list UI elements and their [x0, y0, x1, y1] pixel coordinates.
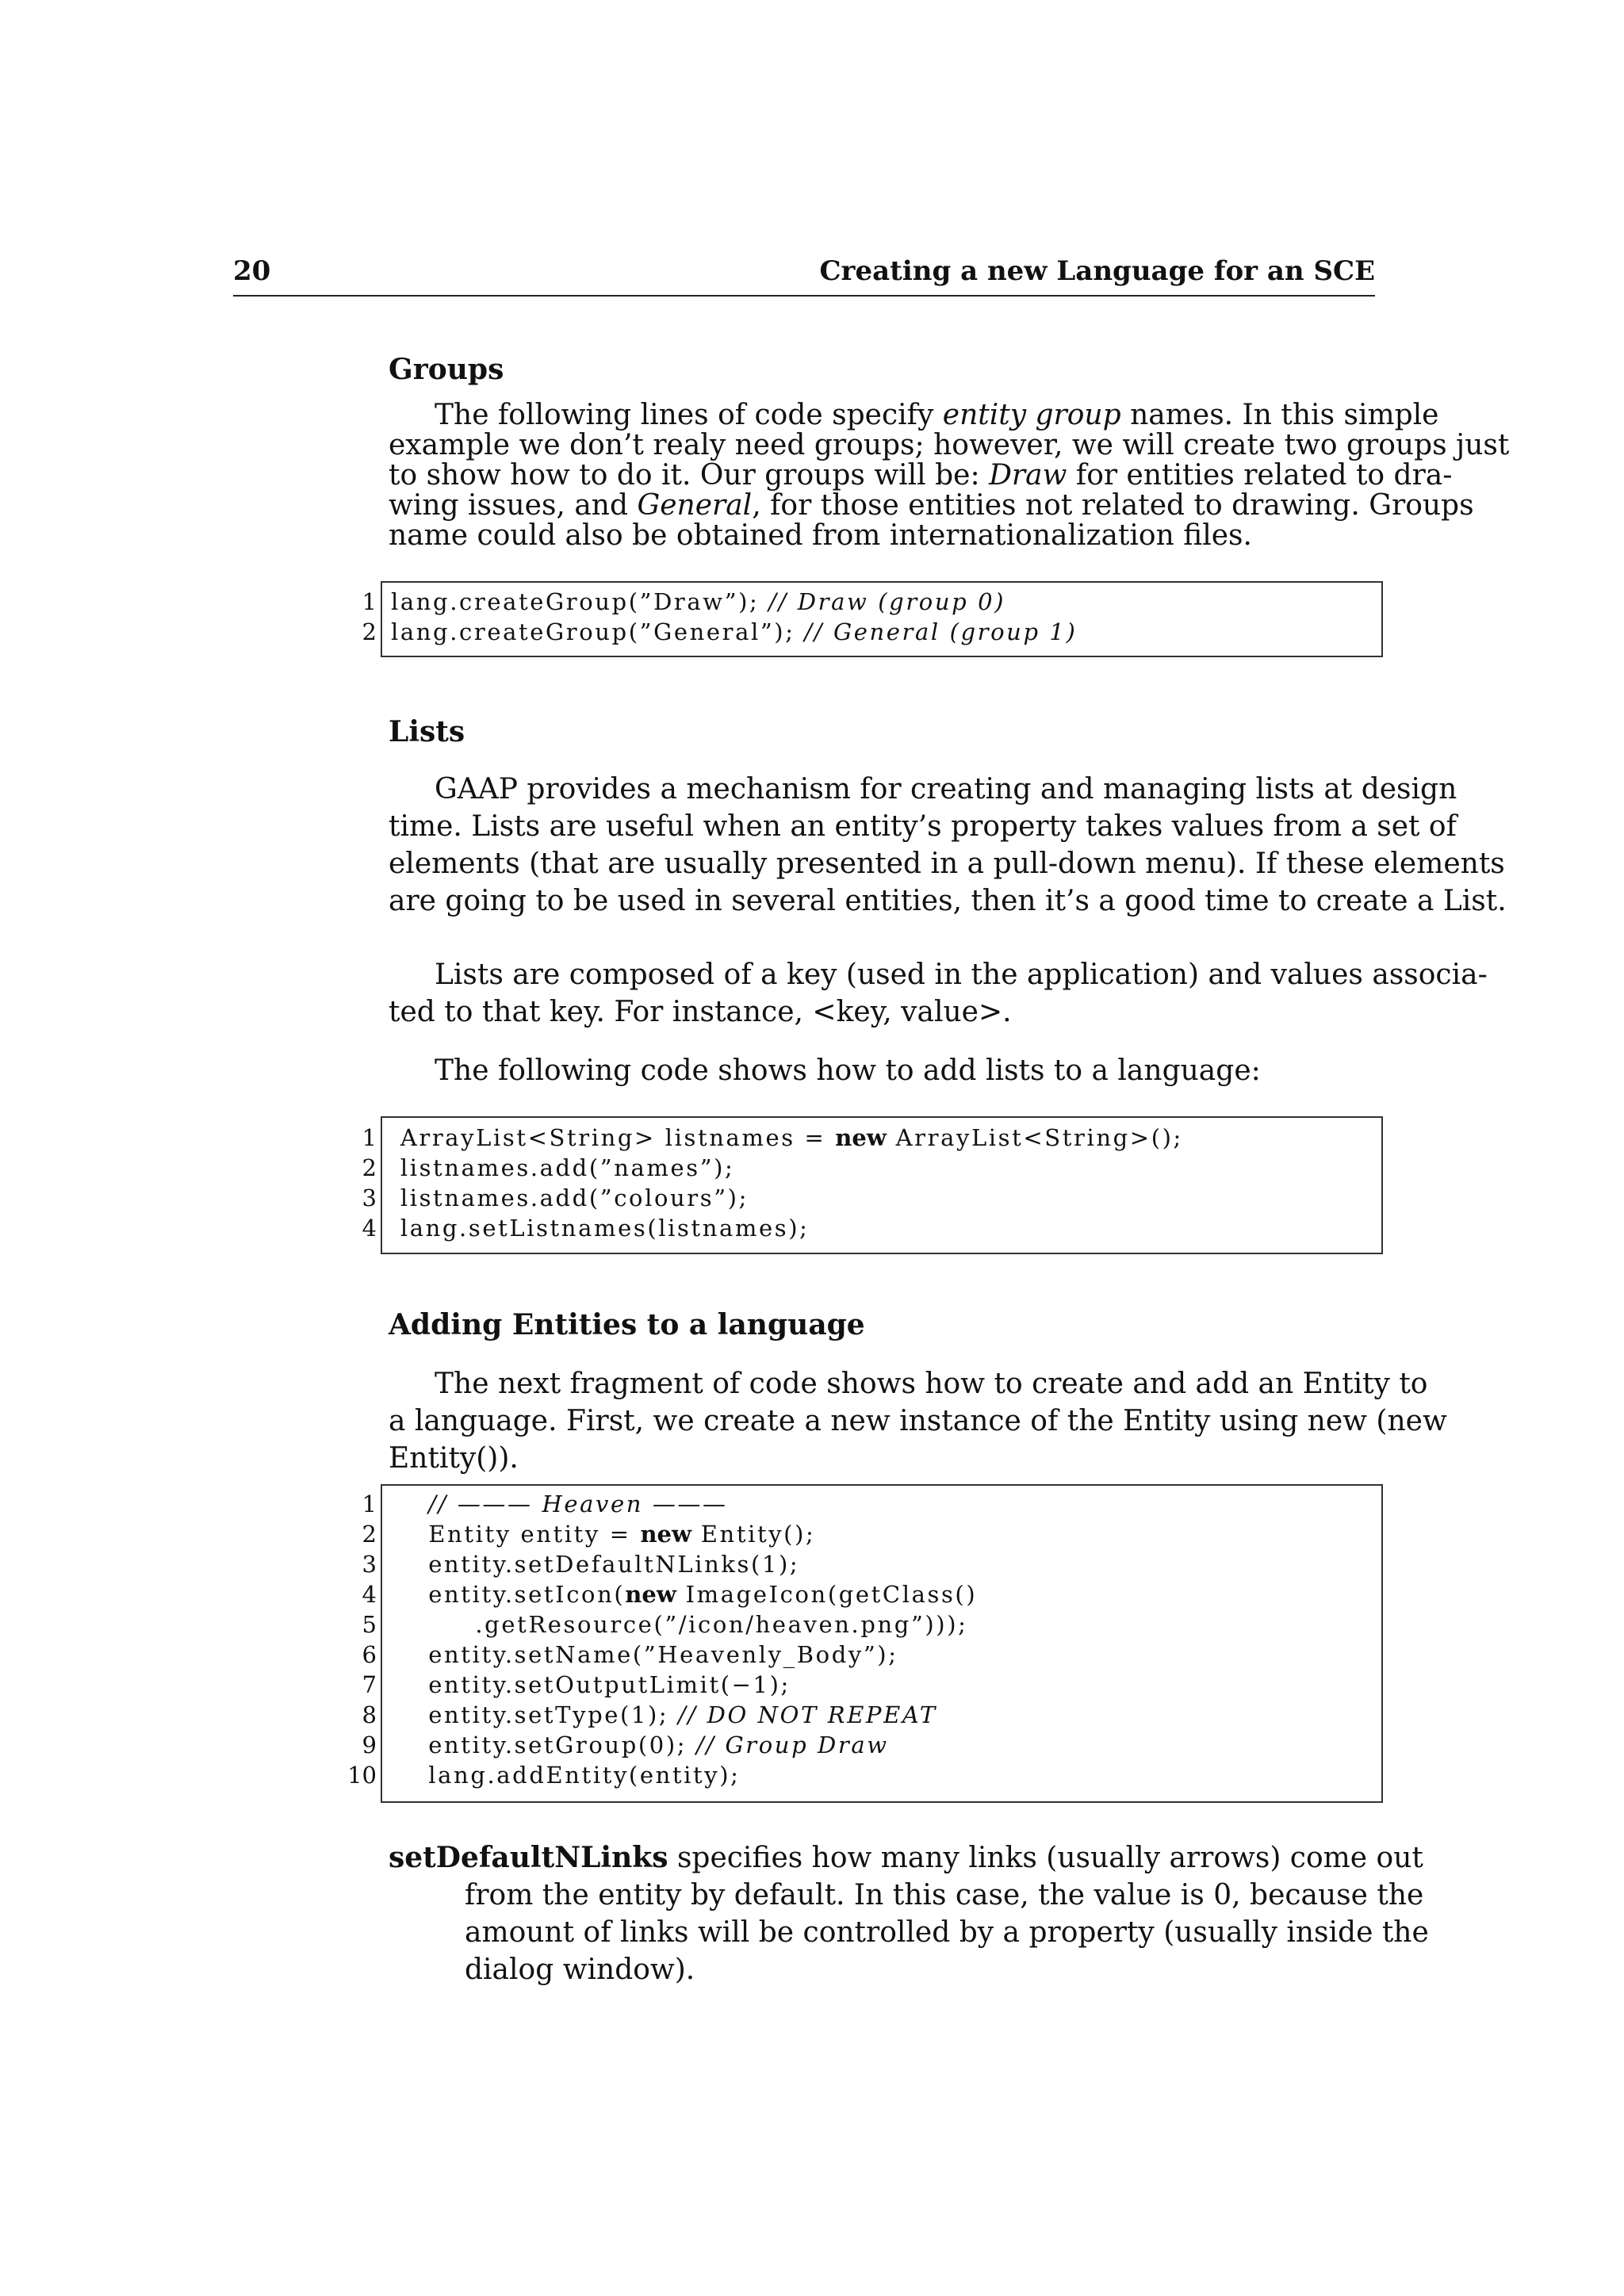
- code-comment: // General (group 1): [804, 618, 1078, 645]
- code-comment: // DO NOT REPEAT: [678, 1701, 937, 1728]
- text-line: to show how to do it. Our groups will be: Draw for entities related to dra-: [389, 459, 1453, 492]
- line-number: 3: [362, 1551, 377, 1578]
- code-comment: // Group Draw: [695, 1732, 889, 1758]
- line-number: 5: [362, 1611, 377, 1638]
- code-line: entity.setGroup(0); // Group Draw: [391, 1732, 889, 1758]
- text-line: The following lines of code specify entity group names. In this simple: [435, 399, 1439, 431]
- text-line: wing issues, and General, for those entities not related to drawing. Groups: [389, 489, 1474, 522]
- definition-item: [389, 1839, 1429, 1988]
- emphasis: General: [637, 489, 753, 522]
- code-keyword: new: [640, 1521, 691, 1548]
- text-line: Entity()).: [389, 1442, 519, 1475]
- definition-line: from the entity by default. In this case, the value is 0, because the: [465, 1879, 1424, 1911]
- text-line: ted to that key. For instance, <key, value>.: [389, 996, 1012, 1028]
- text-line: a language. First, we create a new instance of the Entity using new (new: [389, 1405, 1447, 1437]
- definition-term: setDefaultNLinks: [389, 1841, 668, 1874]
- line-number: 1: [362, 1124, 377, 1151]
- code-line: listnames.add(”names”);: [391, 1154, 735, 1181]
- line-number: 2: [362, 1521, 377, 1548]
- line-number: 6: [362, 1641, 377, 1668]
- code-line: entity.setOutputLimit(−1);: [391, 1671, 791, 1698]
- code-line: lang.setListnames(listnames);: [391, 1215, 810, 1242]
- lists-paragraph-3: [389, 1052, 1377, 1089]
- line-number: 2: [362, 618, 377, 645]
- line-number: 4: [362, 1581, 377, 1608]
- running-header: [233, 255, 1375, 297]
- text-line: time. Lists are useful when an entity’s property takes values from a set of: [389, 810, 1457, 843]
- lists-paragraph-1: [389, 771, 1507, 920]
- code-line: entity.setIcon(new ImageIcon(getClass(): [391, 1581, 978, 1608]
- page-number: 20: [233, 255, 271, 287]
- code-keyword: new: [835, 1124, 887, 1151]
- text-line: The next fragment of code shows how to create and add an Entity to: [435, 1368, 1428, 1400]
- code-line: entity.setDefaultNLinks(1);: [391, 1551, 800, 1578]
- line-number: 7: [362, 1671, 377, 1698]
- code-comment: // ——— Heaven ———: [391, 1490, 728, 1517]
- code-line: lang.createGroup(”Draw”); // Draw (group 0): [391, 588, 1006, 615]
- text-line: elements (that are usually presented in a pull-down menu). If these elements: [389, 848, 1505, 880]
- running-title: Creating a new Language for an SCE: [819, 255, 1375, 287]
- code-line: lang.addEntity(entity);: [391, 1762, 741, 1789]
- line-number: 2: [362, 1154, 377, 1181]
- code-comment: // Draw (group 0): [768, 588, 1006, 615]
- lists-paragraph-2: [389, 956, 1488, 1031]
- code-line: .getResource(”/icon/heaven.png”)));: [391, 1611, 968, 1638]
- definition-line: amount of links will be controlled by a property (usually inside the: [465, 1916, 1429, 1949]
- line-number: 1: [362, 1490, 377, 1517]
- line-number: 8: [362, 1701, 377, 1728]
- entities-paragraph: [389, 1365, 1447, 1477]
- code-line: Entity entity = new Entity();: [391, 1521, 816, 1548]
- definition-line: setDefaultNLinks specifies how many links (usually arrows) come out: [389, 1841, 1423, 1874]
- code-line: entity.setType(1); // DO NOT REPEAT: [391, 1701, 937, 1728]
- code-line: lang.createGroup(”General”); // General (group 1): [391, 618, 1078, 645]
- definition-line: dialog window).: [465, 1954, 695, 1986]
- section-title-groups: Groups: [389, 353, 504, 386]
- line-number: 4: [362, 1215, 377, 1242]
- line-number: 3: [362, 1184, 377, 1211]
- line-number: 10: [347, 1762, 377, 1789]
- code-line: entity.setName(”Heavenly_Body”);: [391, 1641, 898, 1668]
- text-line: are going to be used in several entities, then it’s a good time to create a List.: [389, 885, 1507, 917]
- groups-paragraph: [389, 399, 1510, 552]
- text-line: GAAP provides a mechanism for creating and managing lists at design: [435, 773, 1457, 806]
- line-number: 9: [362, 1732, 377, 1758]
- section-title-lists: Lists: [389, 715, 465, 748]
- text-line: Lists are composed of a key (used in the application) and values associa-: [435, 959, 1488, 991]
- text-line: The following code shows how to add lists to a language:: [435, 1054, 1261, 1087]
- code-line: ArrayList<String> listnames = new ArrayList<String>();: [391, 1124, 1183, 1151]
- emphasis: Draw: [989, 459, 1067, 492]
- line-number: 1: [362, 588, 377, 615]
- code-keyword: new: [625, 1581, 676, 1608]
- code-line: listnames.add(”colours”);: [391, 1184, 749, 1211]
- section-title-entities: Adding Entities to a language: [389, 1308, 865, 1341]
- emphasis: entity group: [942, 399, 1121, 431]
- text-line: example we don’t realy need groups; however, we will create two groups just: [389, 429, 1510, 461]
- text-line: name could also be obtained from internationalization files.: [389, 519, 1252, 552]
